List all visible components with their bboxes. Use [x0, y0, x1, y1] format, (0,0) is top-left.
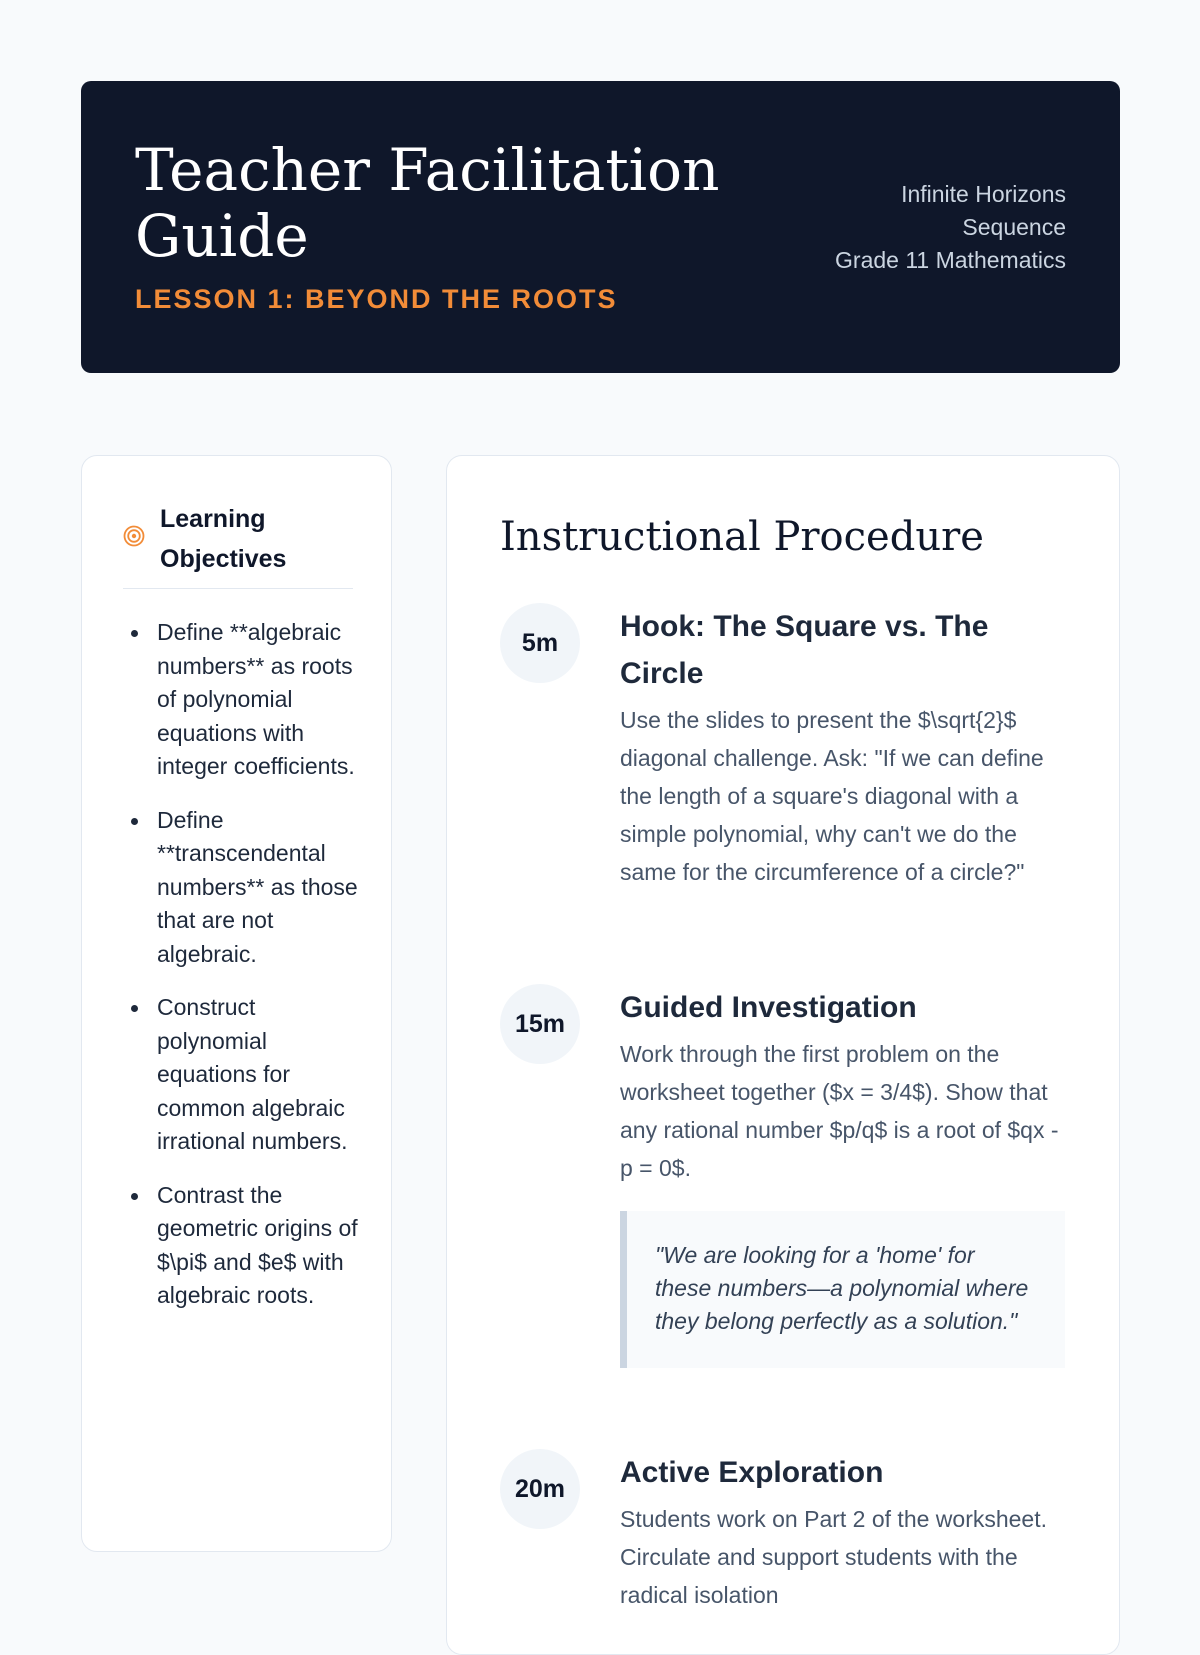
lesson-subtitle: LESSON 1: BEYOND THE ROOTS [135, 284, 618, 314]
procedure-title: Instructional Procedure [500, 514, 984, 560]
duration-badge: 5m [500, 603, 580, 683]
step-title: Active Exploration [620, 1456, 884, 1489]
step-title: Hook: The Square vs. The Circle [620, 610, 989, 690]
step-description: Work through the first problem on the worksheet together ($x = 3/4$). Show that any rational number $p/q$ is a root of $qx - p = 0$. [620, 1041, 1059, 1181]
objective-item: Define **transcendental numbers** as those that are not algebraic. [127, 804, 367, 972]
objectives-list [127, 616, 367, 1333]
objective-item: Define **algebraic numbers** as roots of polynomial equations with integer coefficients. [127, 616, 367, 784]
step-body [620, 984, 1065, 1368]
sequence-name: Infinite Horizons Sequence [901, 181, 1066, 240]
duration-badge: 20m [500, 1449, 580, 1529]
target-icon [123, 525, 145, 547]
header-banner [81, 81, 1120, 373]
objectives-title: Learning Objectives [160, 505, 287, 573]
learning-objectives-card [81, 455, 392, 1552]
step-body [620, 1449, 1065, 1614]
objectives-header [123, 499, 353, 589]
teacher-quote: "We are looking for a 'home' for these numbers—a polynomial where they belong perfectly as a solution." [620, 1211, 1065, 1368]
grade-level: Grade 11 Mathematics [835, 247, 1066, 273]
objective-item: Contrast the geometric origins of $\pi$ and $e$ with algebraic roots. [127, 1179, 367, 1313]
page-title: Teacher Facilitation Guide [135, 136, 720, 270]
step-description: Use the slides to present the $\sqrt{2}$ diagonal challenge. Ask: "If we can define the length of a square's diagonal with a simple polynomial, why can't we do the same for the circumference of a circle?" [620, 707, 1044, 885]
step-title: Guided Investigation [620, 991, 917, 1024]
instructional-procedure-card [446, 455, 1120, 1655]
header-meta [806, 178, 1066, 277]
objective-item: Construct polynomial equations for common algebraic irrational numbers. [127, 991, 367, 1159]
duration-badge: 15m [500, 984, 580, 1064]
step-body [620, 603, 1065, 891]
step-description: Students work on Part 2 of the worksheet. Circulate and support students with the radical isolation [620, 1506, 1048, 1608]
